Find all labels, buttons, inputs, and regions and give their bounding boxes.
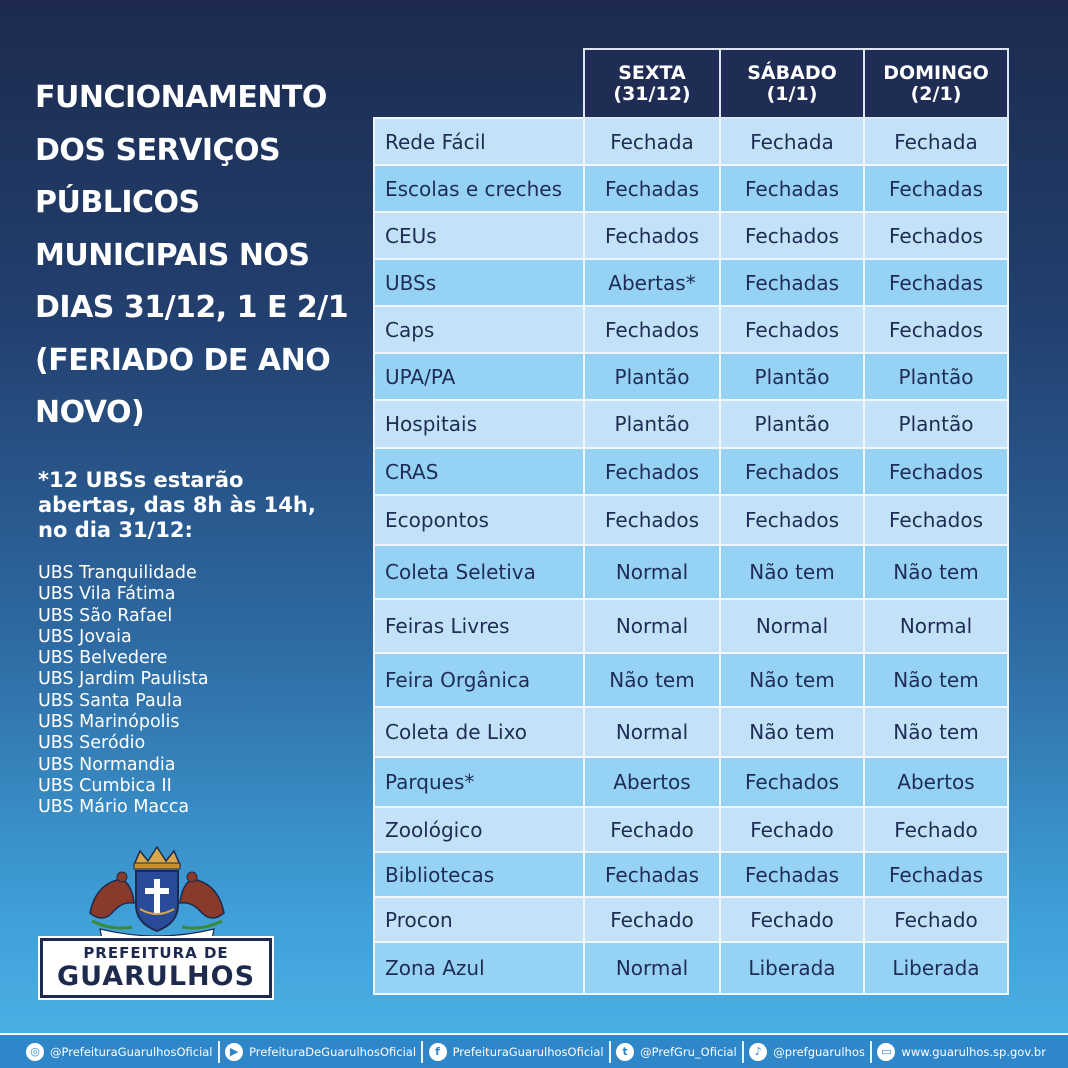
column-day: SEXTA — [618, 61, 686, 84]
status-cell: Plantão — [864, 353, 1008, 400]
table-row — [374, 306, 1008, 353]
footer-divider — [218, 1041, 220, 1063]
table-row — [374, 897, 1008, 942]
title-line: (FERIADO DE ANO — [35, 342, 331, 378]
ubs-list-item: UBS Belvedere — [38, 648, 168, 669]
status-cell: Normal — [864, 599, 1008, 653]
service-name-cell: Coleta Seletiva — [374, 545, 584, 599]
service-name-cell: Parques* — [374, 757, 584, 807]
status-cell: Liberada — [864, 942, 1008, 994]
social-handle: @PrefeituraGuarulhosOficial — [50, 1044, 213, 1059]
logo-wordmark — [40, 938, 272, 998]
service-name-cell: Feira Orgânica — [374, 653, 584, 707]
ubs-note — [38, 468, 338, 543]
table-row — [374, 852, 1008, 897]
table-row — [374, 807, 1008, 852]
status-cell: Fechados — [584, 306, 720, 353]
status-cell: Fechados — [720, 212, 864, 259]
logo-line: GUARULHOS — [56, 961, 256, 992]
status-cell: Fechado — [584, 807, 720, 852]
ubs-list-item: UBS Seródio — [38, 733, 146, 754]
prefeitura-logo — [40, 843, 272, 998]
table-row — [374, 165, 1008, 212]
status-cell: Fechadas — [720, 259, 864, 306]
service-name-cell: Zona Azul — [374, 942, 584, 994]
ubs-list-item: UBS Santa Paula — [38, 690, 183, 711]
status-cell: Fechado — [720, 807, 864, 852]
social-handle: @PrefGru_Oficial — [640, 1044, 737, 1059]
status-cell: Fechadas — [864, 259, 1008, 306]
status-cell: Fechado — [864, 807, 1008, 852]
service-name-cell: Feiras Livres — [374, 599, 584, 653]
social-handle: @prefguarulhos — [773, 1044, 865, 1059]
table-row — [374, 545, 1008, 599]
status-cell: Fechada — [864, 118, 1008, 165]
status-cell: Normal — [584, 545, 720, 599]
footer-divider — [870, 1041, 872, 1063]
table-row — [374, 942, 1008, 994]
ubs-list-item: UBS Vila Fátima — [38, 584, 176, 605]
ubs-list-item: UBS Marinópolis — [38, 712, 180, 733]
service-name-cell: CRAS — [374, 448, 584, 495]
social-twitter[interactable] — [616, 1043, 737, 1061]
service-name-cell: UPA/PA — [374, 353, 584, 400]
status-cell: Fechadas — [584, 852, 720, 897]
status-cell: Fechadas — [584, 165, 720, 212]
status-cell: Não tem — [720, 545, 864, 599]
title-line: PÚBLICOS — [35, 185, 200, 220]
status-cell: Fechados — [720, 448, 864, 495]
column-header — [864, 49, 1008, 118]
service-name-cell: Ecopontos — [374, 495, 584, 545]
status-cell: Fechados — [720, 306, 864, 353]
title-line: FUNCIONAMENTO — [35, 80, 327, 115]
status-cell: Plantão — [864, 400, 1008, 448]
status-cell: Normal — [584, 599, 720, 653]
status-cell: Fechados — [584, 495, 720, 545]
service-name-cell: Zoológico — [374, 807, 584, 852]
status-cell: Fechadas — [720, 852, 864, 897]
service-name-cell: UBSs — [374, 259, 584, 306]
title-line: NOVO) — [35, 395, 145, 430]
status-cell: Fechadas — [720, 165, 864, 212]
column-date: (2/1) — [910, 82, 962, 105]
status-cell: Plantão — [584, 400, 720, 448]
footer-divider — [421, 1041, 423, 1063]
status-cell: Não tem — [864, 653, 1008, 707]
status-cell: Não tem — [720, 653, 864, 707]
page-title — [35, 72, 365, 440]
ubs-list-item: UBS Cumbica II — [38, 775, 172, 796]
status-cell: Abertos — [584, 757, 720, 807]
service-name-cell: CEUs — [374, 212, 584, 259]
social-handle: PrefeituraDeGuarulhosOficial — [249, 1044, 417, 1059]
table-row — [374, 400, 1008, 448]
ubs-list-item: UBS Mário Macca — [38, 797, 190, 818]
status-cell: Não tem — [864, 707, 1008, 757]
social-website[interactable] — [877, 1043, 1046, 1061]
note-line: abertas, das 8h às 14h, — [38, 493, 316, 517]
instagram-icon: ◎ — [26, 1043, 44, 1061]
ubs-list-item: UBS Jovaia — [38, 626, 132, 647]
youtube-icon: ▶ — [225, 1043, 243, 1061]
table-row — [374, 495, 1008, 545]
table-row — [374, 707, 1008, 757]
title-line: MUNICIPAIS NOS — [35, 237, 310, 273]
ubs-list-item: UBS Tranquilidade — [38, 563, 197, 583]
status-cell: Fechada — [584, 118, 720, 165]
ubs-list-item: UBS São Rafael — [38, 605, 173, 626]
column-day: SÁBADO — [747, 61, 837, 84]
tiktok-icon: ♪ — [749, 1043, 767, 1061]
status-cell: Fechado — [584, 897, 720, 942]
status-cell: Não tem — [720, 707, 864, 757]
footer-divider — [742, 1041, 744, 1063]
status-cell: Fechado — [720, 897, 864, 942]
status-cell: Plantão — [720, 353, 864, 400]
table-row — [374, 259, 1008, 306]
coat-of-arms-icon — [82, 843, 232, 943]
column-header — [720, 49, 864, 118]
status-cell: Fechados — [864, 212, 1008, 259]
status-cell: Fechada — [720, 118, 864, 165]
facebook-icon: f — [429, 1043, 447, 1061]
table-row — [374, 353, 1008, 400]
ubs-list-item: UBS Normandia — [38, 754, 176, 775]
service-name-cell: Escolas e creches — [374, 165, 584, 212]
social-facebook[interactable] — [429, 1043, 604, 1061]
status-cell: Fechados — [864, 495, 1008, 545]
status-cell: Fechados — [864, 448, 1008, 495]
status-cell: Abertos — [864, 757, 1008, 807]
column-header — [584, 49, 720, 118]
status-cell: Plantão — [720, 400, 864, 448]
note-line: no dia 31/12: — [38, 518, 193, 542]
social-youtube[interactable] — [225, 1043, 416, 1061]
table-row — [374, 757, 1008, 807]
column-date: (1/1) — [766, 82, 818, 105]
table-row — [374, 212, 1008, 259]
title-line: DIAS 31/12, 1 E 2/1 — [35, 290, 349, 325]
column-date: (31/12) — [613, 82, 691, 105]
status-cell: Fechados — [584, 448, 720, 495]
service-name-cell: Hospitais — [374, 400, 584, 448]
schedule-table — [373, 48, 1009, 995]
service-name-cell: Bibliotecas — [374, 852, 584, 897]
status-cell: Fechados — [720, 495, 864, 545]
status-cell: Fechadas — [864, 165, 1008, 212]
twitter-icon: t — [616, 1043, 634, 1061]
status-cell: Normal — [584, 942, 720, 994]
service-name-cell: Caps — [374, 306, 584, 353]
ubs-list — [38, 563, 338, 819]
table-row — [374, 599, 1008, 653]
service-name-cell: Rede Fácil — [374, 118, 584, 165]
status-cell: Liberada — [720, 942, 864, 994]
website-icon: ▭ — [877, 1043, 895, 1061]
header-blank-cell — [374, 49, 584, 118]
status-cell: Normal — [584, 707, 720, 757]
service-name-cell: Coleta de Lixo — [374, 707, 584, 757]
status-cell: Plantão — [584, 353, 720, 400]
status-cell: Fechados — [864, 306, 1008, 353]
table-row — [374, 653, 1008, 707]
note-line: *12 UBSs estarão — [38, 468, 244, 492]
ubs-list-item: UBS Jardim Paulista — [38, 669, 209, 690]
footer-divider — [609, 1041, 611, 1063]
table-row — [374, 118, 1008, 165]
status-cell: Abertas* — [584, 259, 720, 306]
social-handle: PrefeituraGuarulhosOficial — [452, 1044, 604, 1059]
column-day: DOMINGO — [883, 61, 989, 84]
logo-line: PREFEITURA DE — [83, 944, 229, 962]
status-cell: Não tem — [864, 545, 1008, 599]
status-cell: Fechadas — [864, 852, 1008, 897]
footer-social-bar — [0, 1033, 1068, 1068]
social-tiktok[interactable] — [749, 1043, 865, 1061]
status-cell: Fechados — [720, 757, 864, 807]
status-cell: Normal — [720, 599, 864, 653]
social-handle: www.guarulhos.sp.gov.br — [901, 1044, 1046, 1059]
service-name-cell: Procon — [374, 897, 584, 942]
status-cell: Não tem — [584, 653, 720, 707]
table-header-row — [374, 49, 1008, 118]
title-line: DOS SERVIÇOS — [35, 132, 281, 168]
status-cell: Fechados — [584, 212, 720, 259]
table-body — [374, 118, 1008, 994]
table-row — [374, 448, 1008, 495]
social-instagram[interactable] — [26, 1043, 213, 1061]
status-cell: Fechado — [864, 897, 1008, 942]
